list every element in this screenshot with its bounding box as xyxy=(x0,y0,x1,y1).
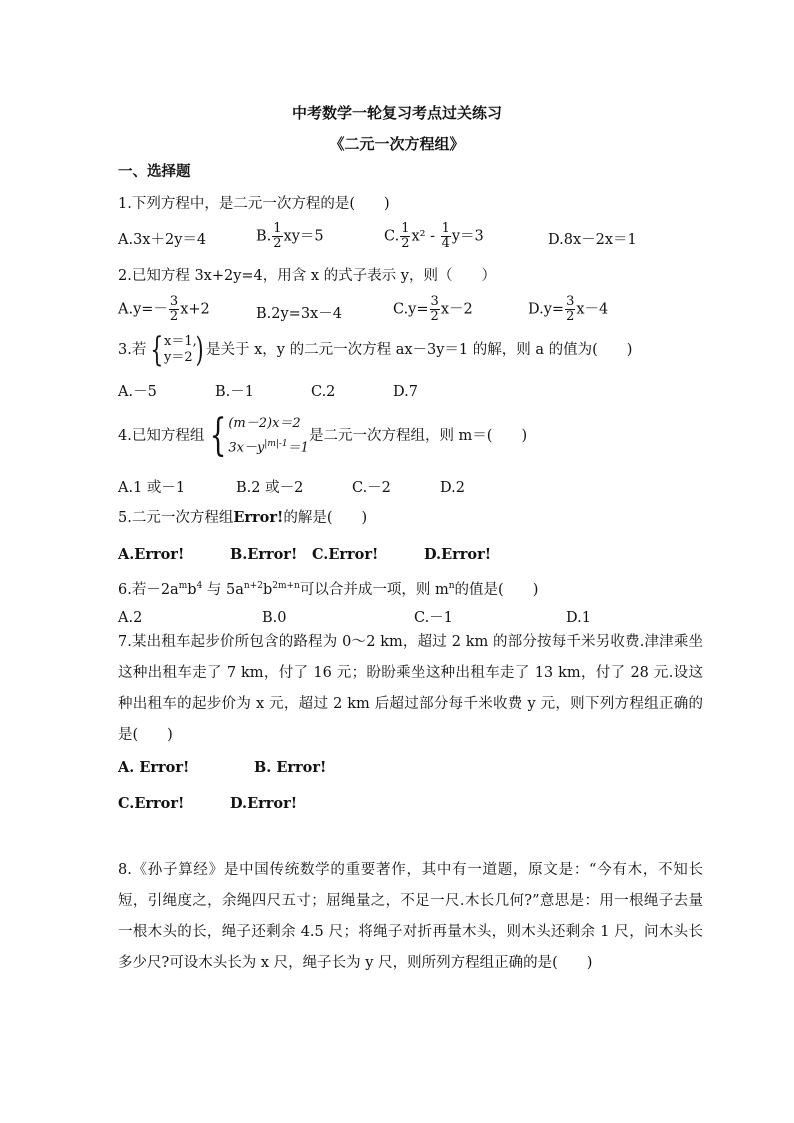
q7-option-c: C.Error! xyxy=(118,795,185,812)
q2-option-d: D.y= $\frac{3}{2}$ x－4 xyxy=(528,294,609,324)
q4-option-a: A.1 或－1 xyxy=(118,480,186,496)
q5-option-c: C.Error! xyxy=(312,546,379,563)
q5-option-a: A.Error! xyxy=(118,546,185,563)
section-heading: 一、选择题 xyxy=(118,163,191,180)
question-1-stem: 1.下列方程中，是二元一次方程的是( ) xyxy=(118,196,390,212)
q6-option-c: C.－1 xyxy=(414,610,453,626)
question-5-stem: 5.二元一次方程组Error!的解是( ) xyxy=(118,509,368,526)
q4-option-b: B.2 或－2 xyxy=(236,480,304,496)
q2-option-b: B.2y=3x－4 xyxy=(256,306,342,322)
q4-option-c: C.－2 xyxy=(352,480,391,496)
q6-option-a: A.2 xyxy=(118,610,143,626)
question-7-stem: 7.某出租车起步价所包含的路程为 0～2 km，超过 2 km 的部分按每千米另收费.津津乘坐这种出租车走了 7 km，付了 16 元；盼盼乘坐这种出租车走了 13 km，付了 28 元.设这种出租车的起步价为 x 元，超过 2 km 后超过部分每千米收费 y 元，则下列方程组正确的是( ) xyxy=(118,634,703,743)
q1-option-d: D.8x－2x＝1 xyxy=(548,232,637,248)
q3-option-b: B.－1 xyxy=(215,384,254,400)
q1-option-b: B. $\frac{1}{2}$ xy＝5 xyxy=(256,221,324,251)
q1-option-c: C. $\frac{1}{2}$ x² - $\frac{1}{4}$ y＝3 xyxy=(384,221,484,251)
q6-option-d: D.1 xyxy=(566,610,591,626)
q4-option-d: D.2 xyxy=(440,480,465,496)
question-4-stem: 4.已知方程组 { (m－2)x＝2 $3x-y^{|m|-1}=1$ 是二元一次方程组，则 m＝( ) xyxy=(118,410,528,462)
question-6-stem: 6.若$-2a^mb^4$ 与 $5a^{n+2}b^{2m+n}$可以合并成一项，则 $m^n$的值是( ) xyxy=(118,581,539,598)
q3-option-c: C.2 xyxy=(311,384,336,400)
q5-option-d: D.Error! xyxy=(424,546,492,563)
doc-title: 中考数学一轮复习考点过关练习 xyxy=(291,104,502,122)
q2-option-a: A.y=－ $\frac{3}{2}$ x+2 xyxy=(118,294,210,324)
doc-subtitle: 《二元一次方程组》 xyxy=(329,135,465,153)
question-2-stem: 2.已知方程 3x+2y=4，用含 x 的式子表示 y，则（ ） xyxy=(118,268,496,284)
q3-option-a: A.－5 xyxy=(118,384,157,400)
q2-option-c: C.y= $\frac{3}{2}$ x－2 xyxy=(393,294,473,324)
question-3-stem: 3.若 { x＝1, y＝2 ) 是关于 x，y 的二元一次方程 ax－3y＝1 的解，则 a 的值为( ) xyxy=(118,330,633,370)
q7-option-d: D.Error! xyxy=(230,795,298,812)
q7-option-b: B. Error! xyxy=(254,759,327,776)
q3-option-d: D.7 xyxy=(393,384,418,400)
q6-option-b: B.0 xyxy=(262,610,287,626)
q5-option-b: B.Error! xyxy=(230,546,298,563)
q7-option-a: A. Error! xyxy=(118,759,190,776)
question-8-stem: 8.《孙子算经》是中国传统数学的重要著作，其中有一道题，原文是：“今有木，不知长短，引绳度之，余绳四尺五寸；屈绳量之，不足一尺.木长几何?”意思是：用一根绳子去量一根木头的长，绳子还剩余 4.5 尺；将绳子对折再量木头，则木头还剩余 1 尺，问木头长多少尺?可设木头长为 x 尺，绳子长为 y 尺，则所列方程组正确的是( ) xyxy=(118,862,703,971)
q1-option-a: A.3x＋2y＝4 xyxy=(118,232,207,248)
